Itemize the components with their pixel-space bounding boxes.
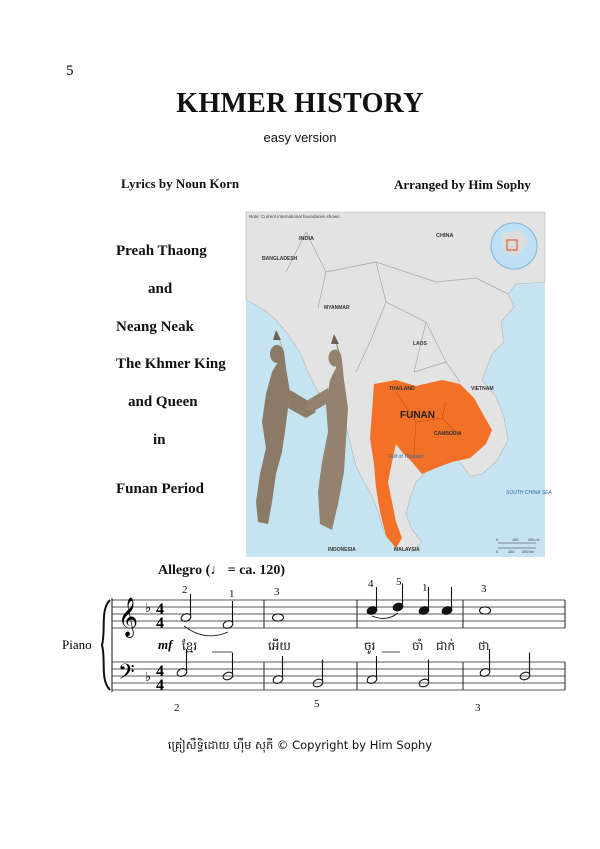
scale-bottom-0: 0 <box>496 550 499 554</box>
music-score <box>0 570 600 730</box>
caption-line-6: in <box>153 432 166 448</box>
label-myanmar: MYANMAR <box>324 305 350 311</box>
label-vietnam: VIETNAM <box>471 386 494 392</box>
treble-clef-icon: 𝄞 <box>118 597 139 637</box>
label-india: INDIA <box>299 236 314 242</box>
page-number: 5 <box>66 63 74 79</box>
bass-clef-icon: 𝄢 <box>118 660 135 690</box>
fingering-treble-1: 2 <box>182 584 188 596</box>
treble-flat-icon: ♭ <box>145 601 152 616</box>
caption-line-3: Neang Neak <box>116 319 194 335</box>
fingering-treble-6: 1 <box>422 582 428 594</box>
lyric-4: ចាំ <box>412 639 424 653</box>
quarter-note-icon: ♩ <box>210 563 225 578</box>
label-malaysia: MALAYSIA <box>394 547 420 553</box>
label-funan: FUNAN <box>400 410 435 421</box>
instrument-name: Piano <box>62 637 92 652</box>
page-title: KHMER HISTORY <box>176 88 424 119</box>
fingering-treble-3: 3 <box>274 586 280 598</box>
caption-line-4: The Khmer King <box>116 356 226 372</box>
dynamic-marking: mf <box>158 637 173 652</box>
slur-1 <box>184 626 228 636</box>
caption-line-2: and <box>148 281 173 297</box>
tempo-value: = ca. 120) <box>227 563 286 578</box>
bass-notes <box>176 649 531 688</box>
fingering-treble-4: 4 <box>368 578 374 590</box>
caption-line-5: and Queen <box>128 394 198 410</box>
fingering-bass-1: 2 <box>174 702 180 714</box>
fingering-bass-2: 5 <box>314 698 320 710</box>
lyric-3: ចូរ <box>364 639 376 653</box>
subtitle: easy version <box>263 130 337 145</box>
label-cambodia: CAMBODIA <box>434 431 462 437</box>
lyric-5: ជាក់ <box>436 639 456 653</box>
fingering-bass-3: 3 <box>475 702 481 714</box>
lyric-2: អើយ <box>268 639 291 653</box>
lyrics-credit: Lyrics by Noun Korn <box>121 176 240 191</box>
map-note: Note: Current international boundaries shown. <box>249 214 341 219</box>
lyric-6: ថា <box>478 639 490 653</box>
scale-top-0: 0 <box>496 538 499 542</box>
fingering-treble-7: 3 <box>481 583 487 595</box>
lyric-1: ខ្មែរ <box>182 639 198 653</box>
caption-line-7: Funan Period <box>116 481 204 497</box>
treble-staff <box>112 600 565 628</box>
bass-time-top: 4 <box>156 663 164 680</box>
label-thailand: THAILAND <box>389 386 415 392</box>
fingering-treble-2: 1 <box>229 588 235 600</box>
treble-time-top: 4 <box>156 601 164 618</box>
label-china: CHINA <box>436 233 454 239</box>
bass-flat-icon: ♭ <box>145 670 152 685</box>
label-gulf: Gulf of Thailand <box>388 454 424 460</box>
treble-time-bottom: 4 <box>156 615 164 632</box>
piano-brace <box>102 600 110 690</box>
arranger-credit: Arranged by Him Sophy <box>394 177 531 192</box>
label-bangladesh: BANGLADESH <box>262 256 298 262</box>
tempo-label: Allegro ( <box>158 563 211 578</box>
bass-time-bottom: 4 <box>156 677 164 694</box>
scale-top-100: 100 <box>512 538 519 542</box>
scale-bottom-200: 200 km <box>522 550 535 554</box>
label-south-china-sea: SOUTH CHINA SEA <box>506 490 552 496</box>
scale-bottom-100: 100 <box>508 550 515 554</box>
label-laos: LAOS <box>413 341 427 347</box>
label-indonesia: INDONESIA <box>328 547 356 553</box>
fingering-treble-5: 5 <box>396 576 402 588</box>
copyright-footer: គ្រៀសឹទ្ធិដោយ ហុឹម សុភី © Copyright by Him Sophy <box>167 738 433 752</box>
treble-notes <box>180 584 490 630</box>
caption-line-1: Preah Thaong <box>116 243 207 259</box>
scale-top-200: 200 mi <box>528 538 540 542</box>
funan-map <box>246 212 552 557</box>
